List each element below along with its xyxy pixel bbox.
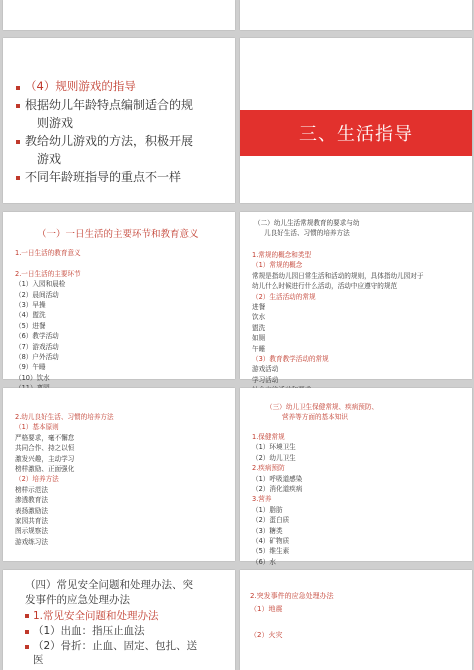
- body-line: （4）矿物质: [252, 537, 290, 546]
- body-line: （6）水: [252, 557, 276, 566]
- body-line: （1）地震: [250, 605, 283, 613]
- bullet-dot-icon: [16, 104, 20, 108]
- body-line: （1）入园和晨检: [15, 280, 66, 289]
- title-line: （三）幼儿卫生保健常规、疾病预防、: [266, 403, 379, 411]
- body-line: （8）户外活动: [15, 353, 59, 362]
- body-line: （2）生活活动的常规: [252, 292, 316, 301]
- slide-routine-education[interactable]: [240, 212, 472, 384]
- body-line: 游戏活动: [252, 365, 279, 374]
- body-line: 2.突发事件的应急处理办法: [250, 592, 334, 600]
- body-line: 常规是指幼儿园日常生活和活动的规则，具体指幼儿园对于: [252, 271, 424, 280]
- body-line: （2）火灾: [250, 631, 283, 639]
- body-line: （1）环境卫生: [252, 443, 296, 452]
- bullet-dot-icon: [25, 614, 29, 618]
- body-line: （1）常规的概念: [252, 261, 303, 270]
- bullet-line: 根据幼儿年龄特点编制适合的规: [25, 98, 194, 112]
- slide-emergency[interactable]: [240, 570, 472, 670]
- body-line: 1.常规的概念和类型: [252, 251, 312, 259]
- section-banner: 三、生活指导: [240, 110, 472, 156]
- body-line: 家园共育法: [15, 517, 48, 526]
- body-line: 图示规察法: [15, 527, 48, 536]
- slide-partial-top-right[interactable]: [240, 0, 472, 30]
- slide1-bullets: [25, 96, 193, 186]
- body-line: （2）消化道疾病: [252, 485, 303, 494]
- body-line: 共同合作、持之以恒: [15, 444, 75, 453]
- body-line: （5）进餐: [15, 321, 46, 330]
- bullet-line: 不同年龄班指导的重点不一样: [25, 170, 182, 184]
- body-line: 午睡: [252, 344, 266, 353]
- body-line: 进餐: [252, 303, 266, 312]
- title-line: 儿良好生活、习惯的培养方法: [264, 229, 350, 238]
- slide6-title: [266, 402, 378, 423]
- body-line: 幼儿什么时候进行什么活动，活动中应遵守的规范: [252, 282, 398, 291]
- body-line: （2）培养方法: [15, 475, 59, 484]
- body-line: （9）午睡: [15, 363, 46, 372]
- body-line: （2）蛋白质: [252, 516, 290, 525]
- body-line: 严格要求，毫不懈怠: [15, 433, 75, 442]
- body-line: （1）脂肪: [252, 505, 283, 514]
- body-line: （3）教育教学活动的常规: [252, 355, 329, 364]
- body-line: （2）幼儿卫生: [252, 453, 296, 462]
- body-line: 渗透教育法: [15, 496, 48, 505]
- body-line: （1）出血：指压止血法: [33, 625, 145, 637]
- body-line: （4）盥洗: [15, 311, 46, 320]
- body-line: 2.幼儿良好生活、习惯的培养方法: [15, 413, 114, 421]
- slide8-body: [250, 590, 334, 642]
- body-line: 盥洗: [252, 323, 266, 332]
- body-line: （6）教学活动: [15, 332, 59, 341]
- slide-partial-top-left[interactable]: [3, 0, 235, 30]
- body-line: 饮水: [252, 313, 266, 322]
- body-line: 激发兴趣，主动学习: [15, 454, 75, 463]
- slide7-body: [33, 624, 197, 668]
- body-line: （1）基本原则: [15, 423, 59, 432]
- bullet-line: 教给幼儿游戏的方法，积极开展: [25, 134, 194, 148]
- bullet-line: 游戏: [37, 152, 62, 166]
- body-line: 医: [33, 654, 44, 666]
- title-line: 营养等方面的基本知识: [282, 413, 348, 422]
- slide-daily-routine[interactable]: [3, 212, 235, 382]
- body-line: 游戏练习法: [15, 537, 48, 546]
- body-line: 2.疾病预防: [252, 464, 285, 473]
- slide5-body: [15, 412, 114, 547]
- slide-habit-methods[interactable]: [3, 388, 235, 561]
- body-line: [15, 258, 81, 268]
- slide6-body: [252, 432, 302, 567]
- body-line: （2）骨折：止血、固定、包扎、送: [33, 639, 198, 652]
- slide-health-care[interactable]: [240, 388, 472, 566]
- slide3-body: [15, 248, 81, 394]
- body-line: 3.营养: [252, 495, 272, 504]
- slide-safety-issues[interactable]: [3, 570, 235, 670]
- body-line: （1）呼吸道感染: [252, 474, 303, 483]
- body-line: 榜样示范法: [15, 485, 48, 494]
- bullet-dot-icon: [25, 630, 29, 634]
- bullet-dot-icon: [16, 176, 20, 180]
- body-line: 学习活动: [252, 375, 279, 384]
- bullet-dot-icon: [16, 86, 20, 90]
- slide3-title: （一）一日生活的主要环节和教育意义: [37, 229, 199, 240]
- slide-life-guidance[interactable]: [240, 38, 472, 203]
- body-line: （3）糖类: [252, 526, 283, 535]
- slide4-body: [252, 250, 423, 396]
- bullet-dot-icon: [25, 645, 29, 649]
- body-line: [250, 616, 334, 629]
- body-line: 1.一日生活的教育意义: [15, 249, 81, 257]
- body-line: 榜样激励、正面强化: [15, 465, 75, 474]
- title-line: （二）幼儿生活常规教育的要求与幼: [254, 219, 360, 227]
- slide7-title: [25, 578, 193, 607]
- body-line: 2.一日生活的主要环节: [15, 269, 81, 278]
- title-line: （四）常见安全问题和处理办法、突: [25, 579, 193, 591]
- body-line: 1.保健常规: [252, 433, 285, 441]
- slide4-title: [254, 218, 360, 239]
- body-line: （2）晨间活动: [15, 290, 59, 299]
- bullet-line: 则游戏: [37, 116, 74, 130]
- body-line: （5）维生素: [252, 547, 290, 556]
- slide-rule-games[interactable]: [3, 38, 235, 203]
- slide7-subtitle: 1.常见安全问题和处理办法: [33, 610, 159, 622]
- body-line: （3）早操: [15, 301, 46, 310]
- slide1-title: （4）规则游戏的指导: [25, 79, 136, 93]
- bullet-dot-icon: [16, 140, 20, 144]
- body-line: 表扬激励法: [15, 506, 48, 515]
- body-line: 如厕: [252, 334, 266, 343]
- title-line: 发事件的应急处理办法: [25, 593, 130, 606]
- body-line: （10）饮水: [15, 373, 50, 382]
- body-line: （7）游戏活动: [15, 342, 59, 351]
